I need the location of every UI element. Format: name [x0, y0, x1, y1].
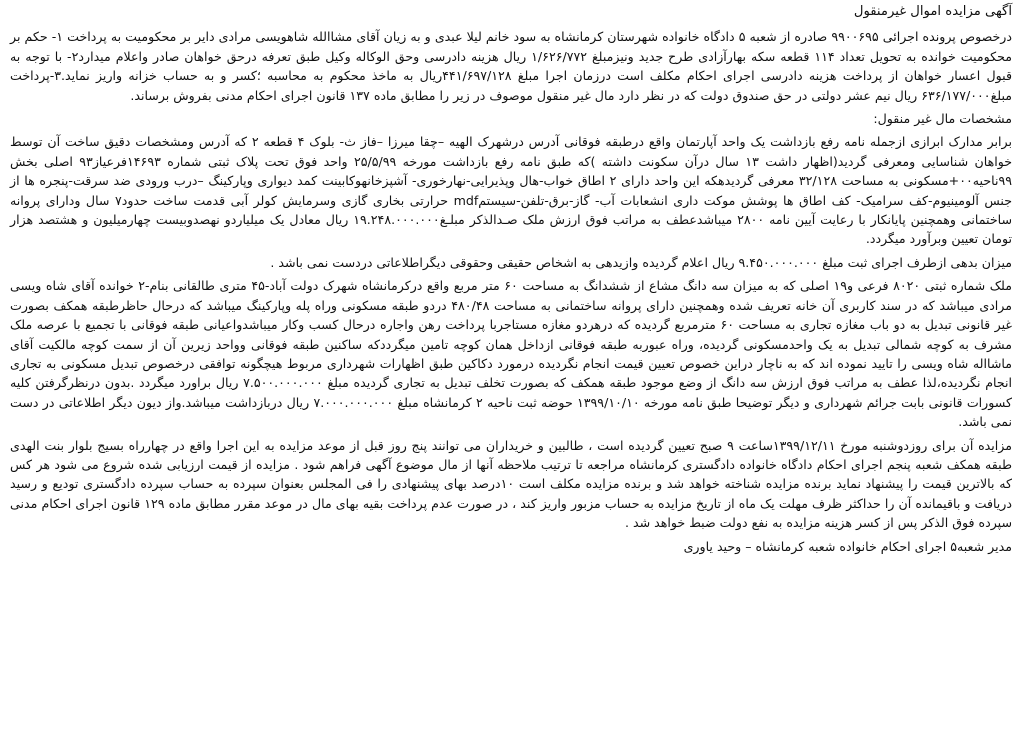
signature-line: مدیر شعبه۵ اجرای احکام خانواده شعبه کرمانشاه – وحید یاوری	[683, 538, 1012, 554]
notice-page	[10, 0, 1012, 748]
intro-paragraph: درخصوص پرونده اجرائی ۹۹۰۰۶۹۵ صادره از شعبه ۵ دادگاه خانواده شهرستان کرمانشاه به سود خانم لیلا عبدی و به زیان آقای مشاالله شاهویسی مرادی دایر بر محکومیت به پرداخت ۱- حکم بر محکومیت خوانده به تحویل تعداد ۱۱۴ قطعه سکه بهارآزادی طرح جدید ونیزمبلغ ۱/۶۲۶/۷۷۲ ریال هزینه دادرسی وحق الوکاله وکیل طبق تعرفه درحق خواهان صادر واعلام میدارد۲- با توجه به قبول اعسار خواهان از پرداخت هزینه دادرسی اجرای احکام مکلف است درزمان اجرا مبلغ ۴۴۱/۶۹۷/۱۲۸ریال به ماخذ محکوم به محاسبه ؛کسر و به حساب خزانه واریز نماید.۳-پرداخت مبلغ۶۳۶/۱۷۷/۰۰۰ ریال نیم عشر دولتی در حق صندوق دولت که در نظر دارد مال غیر منقول موصوف در زیر را مطابق ماده ۱۳۷ قانون اجرای احکام مدنی بفروش برساند.	[10, 29, 1012, 103]
notice-title: آگهی مزایده اموال غیرمنقول	[853, 4, 1012, 19]
debt-line: میزان بدهی ازطرف اج‍رای ثبت مبلغ ۹.۴۵۰.۰۰۰.۰۰۰ ریال اعلام گردیده وازیدهی به اشخ‍اص حقیقی وحقوقی دیگراطلاعاتی دردست نمی باشد .	[270, 254, 1012, 270]
specs-paragraph: برابر مدارک ابرازی ازجمله نامه رفع بازداشت یک واحد آپارتمان واقع درطبقه فوقانی آدرس درشهرک الهیه –چقا میرزا –فاز ث- بلوک ۴ قطعه ۲ که آدرس ومشخصات دقیق ساخت آن توسط خواه‍ان شناس‍ایی ومعرفی گردید(اظهار داشت ۱۳ س‍ال درآن سکونت داشته )که طب‍ق نامه رفع بازداشت مورخه ۲۵/۵/۹۹ واحد فوق تحت پلاک ثبتی شماره ۱۴۶۹۳فرعیاز۹۳ اصلی بخش ۹۹ناحیه۰۰+مسکونی به مساحت ۳۲/۱۲۸ معرفی گردیدهکه این واحد دارای ۲ اطاق خواب-هال وپذیرایی-نهارخوری- آشپزخانهوکابینت کمد دیواری وپارکینگ –درب ورودی ضد سرقت-پنجره ها از جنس آلومینیوم-کف سرامیک- کف اطاق ها پوشش موکت داری انشعابات آب- گاز-برق-تلفن-سیستمmdf حرارتی بخاری گازی وسرمایش کولر آبی قدمت ساخت حدود۷ سال ودارای پروانه ساختمانی وهمچنین پایانکار با رعایت آیین نامه ۲۸۰۰ میباشدعطف به مراتب فوق ارزش ملک ص‍‍ـ‍دالذکر مب‍لـ‍غ۱۹.۲۴۸.۰۰۰.۰۰۰ ریال معادل یک میلیاردو نهصدوبیست چهارمیلیون و هشتصد هزار تومان تعیین وبرآورد میگردد.	[10, 134, 1013, 247]
specs-heading: مشخصات مال غیر منقول:	[873, 111, 1012, 127]
auction-paragraph: مزایده آن برای روزدوشنبه مورخ ۱۳۹۹/۱۲/۱۱ساعت ۹ صبح تعیین گردیده است ، طالبین و خریداران می توانند پنج روز قبل از موعد مزایده به این اجرا واقع در چهارراه بسیج بلوار بنت الهدی طبقه همکف شعبه پنجم اجرای احکام دادگاه خانواده دادگستری کرمانشاه مراجعه تا ترتیب ملاحظه آنها از مال موضوع آگهی فراهم شود . مزایده از قیمت ارزیابی شده شروع می شود هر کس که بالاترین قیمت را پیشنهاد نماید برنده مزایده شناخته خواهد شد و برنده مزایده مکلف است ۱۰درصد بهای پیشنهادی را فی المجلس بعنوان سپرده به حساب سپرده دادگستری تودیع و رسید دریافت و باقیمانده آن را حداکثر ظرف مهلت یک ماه از تاریخ مزایده به حساب مزبور واریز کند ، در صورت عدم پرداخت بقیه بهای مال در موعد مقرر مطابق ماده ۱۲۹ قانون اجرای احکام مدنی سپرده فوق الذکر پس از کسر هزینه مزایده به نفع دولت ضبط خواهد شد .	[10, 437, 1013, 531]
second-property-paragraph: ملک شماره ثبتی ۸۰۲۰ فرعی و۱۹ اصلی که به میزان سه دانگ مش‍اع از ششدانگ به مس‍احت ۶۰ متر مربع واقع درکرمانشاه شهرک دولت آباد-۴۵ متری طالقانی بن‍ام-۲ خوانده آقای شاه ویسی مرادی میب‍اشد که در سند کاربری آن خان‍ه تعریف شده وهمچنین دارای پروانه س‍اختمانی به مس‍احت ۴۸۰/۴۸ دردو طبقه مسکونی وراه پله وپارکینگ میب‍اشد که درحال حاظرطبقه همکف بصورت غیر قانونی تبدیل به دو باب مغازه تجاری به مساحت ۶۰ مترمربع گردیده که درهردو مغازه مستاجربا پرداخت رهن واجاره درحال کسب وکار میباشدو‌اعیانی طبقه فوقانی با تجمیع با عرصه ملک مشرف به کوچه شمالی تبدیل به یک واحدمسکونی گردیده، وراه عبوربه طبقه فوقانی ازداخل همان کوچه تامین میگرددکه ساکنین طبقه فوق‍انی وواحد زیرین آن از سمت کوچ‍ه مالکیت آق‍ای ماش‍االه ش‍اه ویسی را تایید نموده اند که به ناچ‍ار دراین خصوص تعیین قیمت انجام نگردیده درمورد دکاکین طبق اظهارات شهرداری مربوط هیچگونه توافقی درخصوص تب‍دیل مسکونی به تجاری انجام نگردیده،لذا عطف به مراتب فوق ارزش س‍ه دانگ از وضع موج‍ود طبقه همکف که بصورت تخلف تبدیل به تجاری گردیده مبلغ ۷.۵۰۰.۰۰۰.۰۰۰ ریال براورد میگردد .بدون درنظرگرفتن کلیه کسورات قانونی بابت جرائم شهرداری و دیگر توضیحا طبق نامه مورخه ۱۳۹۹/۱۰/۱۰ حوضه ثبت ناحیه ۲ کرمانشاه مبلغ ۷.۰۰۰.۰۰۰.۰۰۰ ریال دربازداشت میباشد.واز دیون دیگر اطلاعاتی در دست نمی باشد.	[10, 278, 1013, 430]
